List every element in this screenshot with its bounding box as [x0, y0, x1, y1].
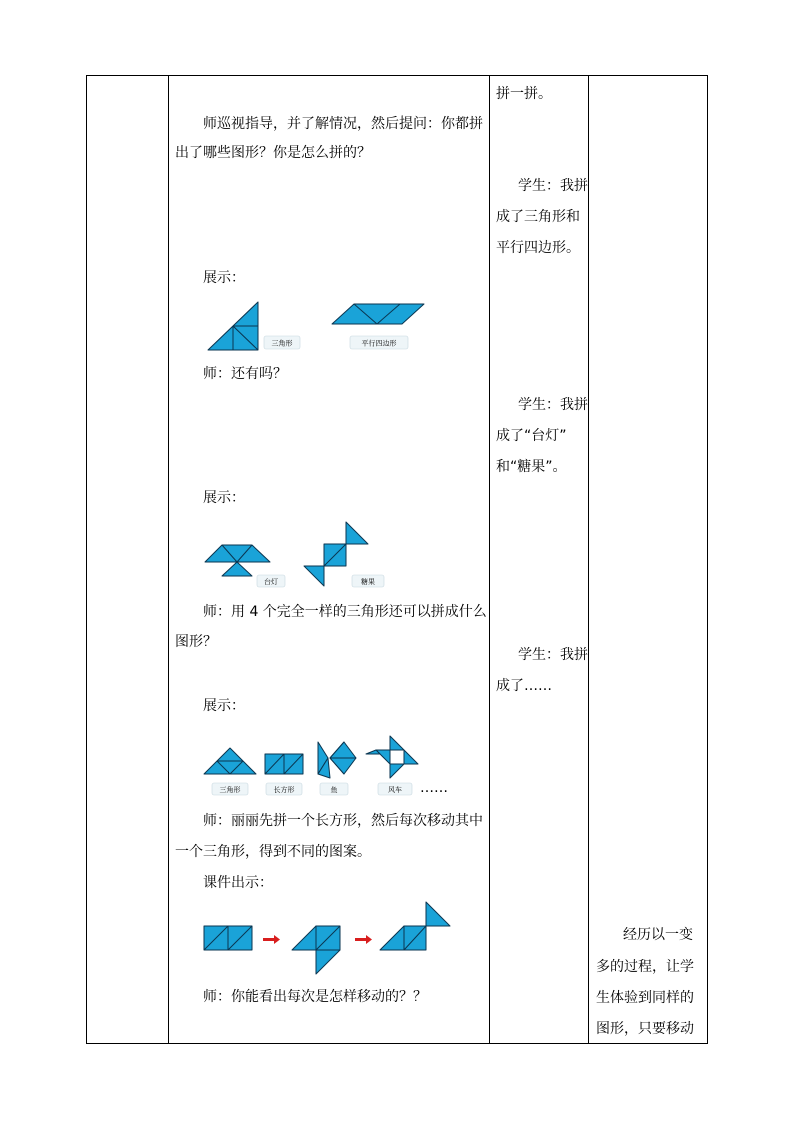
teacher-paragraph-3: 师：用 4 个完全一样的三角形还可以拼成什么 — [203, 604, 487, 620]
fig2-label-0: 台灯 — [264, 578, 278, 586]
fig3-label-3: 风车 — [388, 786, 402, 794]
fig3-ellipsis: …… — [420, 780, 448, 796]
teacher-paragraph-4: 师：丽丽先拼一个长方形，然后每次移动其中 — [203, 813, 483, 829]
fig3-label-0: 三角形 — [219, 786, 241, 794]
rectangle-shape — [265, 754, 303, 774]
intent-text-2: 多的过程，让学 — [596, 959, 694, 975]
teacher-paragraph-5: 师：你能看出每次是怎样移动的？？ — [203, 989, 427, 1005]
teacher-paragraph-2: 师：还有吗？ — [203, 366, 287, 382]
student-text-1b: 成了三角形和 — [496, 209, 580, 225]
big-triangle-shape — [208, 302, 258, 350]
show-label-1: 展示： — [203, 270, 245, 286]
label-tile-triangle-2 — [212, 783, 248, 795]
triangle-shape — [204, 748, 256, 774]
fig1-label-1: 平行四边形 — [361, 339, 397, 348]
show-label-4: 课件出示： — [203, 875, 273, 891]
teacher-paragraph-4-cont: 一个三角形，得到不同的图案。 — [175, 844, 371, 860]
student-text-2b: 成了“台灯” — [496, 428, 567, 444]
figure-four-shapes — [200, 722, 460, 798]
fig3-label-1: 长方形 — [273, 786, 295, 794]
figure-move-sequence — [200, 900, 460, 980]
sequence-rectangle — [204, 926, 252, 950]
label-tile-lamp — [257, 575, 285, 587]
student-text-1a: 学生：我拼 — [518, 178, 588, 194]
fish-shape — [318, 742, 356, 778]
sequence-step-3 — [380, 902, 450, 950]
show-label-2: 展示： — [203, 490, 245, 506]
student-text-0: 拼一拼。 — [496, 86, 552, 102]
teacher-paragraph-1-cont: 出了哪些图形？你是怎么拼的？ — [175, 145, 371, 161]
intent-text-4: 图形，只要移动 — [596, 1021, 694, 1037]
figure-lamp-candy — [200, 518, 400, 590]
label-tile-candy — [352, 575, 384, 587]
show-label-3: 展示： — [203, 698, 245, 714]
label-tile-fish — [320, 783, 348, 795]
label-tile-windmill — [378, 783, 412, 795]
student-text-3a: 学生：我拼 — [518, 647, 588, 663]
column-divider-1 — [168, 76, 169, 1043]
column-divider-3 — [588, 76, 589, 1043]
intent-text-3: 生体验到同样的 — [596, 990, 694, 1006]
label-tile-triangle — [264, 336, 300, 349]
parallelogram-shape — [332, 304, 424, 324]
figure-triangle-parallelogram — [200, 296, 430, 356]
student-text-2c: 和“糖果”。 — [496, 459, 567, 475]
student-text-3b: 成了…… — [496, 678, 552, 694]
lamp-shape — [205, 545, 270, 576]
red-arrow-icon — [355, 935, 372, 944]
student-text-2a: 学生：我拼 — [518, 397, 588, 413]
column-divider-2 — [489, 76, 490, 1043]
intent-text-1: 经历以一变 — [623, 927, 693, 943]
student-text-1c: 平行四边形。 — [496, 240, 580, 256]
fig3-label-2: 鱼 — [330, 786, 338, 794]
label-tile-rectangle — [266, 783, 302, 795]
windmill-shape — [366, 736, 418, 778]
red-arrow-icon — [263, 935, 280, 944]
teacher-paragraph-3-cont: 图形？ — [175, 634, 217, 650]
sequence-step-2 — [292, 926, 340, 974]
teacher-paragraph-1: 师巡视指导，并了解情况，然后提问：你都拼 — [203, 116, 483, 132]
label-tile-parallelogram — [350, 336, 408, 349]
fig2-label-1: 糖果 — [361, 578, 375, 586]
fig1-label-0: 三角形 — [271, 339, 293, 348]
